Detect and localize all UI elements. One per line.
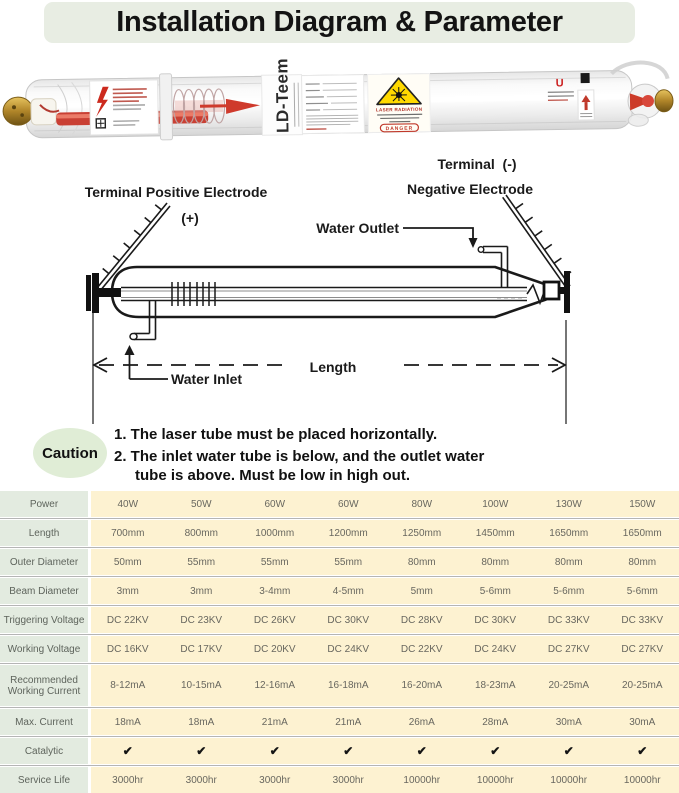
water-outlet-arrow xyxy=(403,228,478,248)
value-cell: ✔ xyxy=(459,738,533,764)
danger-text: DANGER xyxy=(386,126,414,132)
value-cell: DC 22KV xyxy=(91,607,165,633)
value-cell: ✔ xyxy=(312,738,386,764)
label-terminal-positive: Terminal Positive Electrode xyxy=(85,184,268,200)
title-banner xyxy=(44,2,635,43)
value-cell: 1200mm xyxy=(312,520,386,546)
table-row xyxy=(0,707,679,735)
value-cell: 3000hr xyxy=(238,767,312,793)
table-row xyxy=(0,576,679,604)
value-cell: 18mA xyxy=(91,709,165,735)
value-cell: 700mm xyxy=(91,520,165,546)
value-cell: DC 24KV xyxy=(459,636,533,662)
water-inlet-arrow xyxy=(125,345,169,379)
caution-item-2-line-1: 2. The inlet water tube is below, and the outlet water xyxy=(114,447,659,466)
brand-label xyxy=(261,58,302,135)
value-cell: DC 27KV xyxy=(606,636,679,662)
value-cell: DC 33KV xyxy=(532,607,606,633)
caution-item-1: 1. The laser tube must be placed horizontally. xyxy=(114,425,659,444)
value-cell: 150W xyxy=(606,491,679,517)
value-cell: 8-12mA xyxy=(91,665,165,706)
value-cell: DC 23KV xyxy=(165,607,239,633)
value-cell: DC 33KV xyxy=(606,607,679,633)
row-label: Power xyxy=(0,491,88,517)
value-cell: 60W xyxy=(238,491,312,517)
value-cell: 5-6mm xyxy=(459,578,533,604)
value-cell: 80W xyxy=(385,491,459,517)
value-cell: 130W xyxy=(532,491,606,517)
value-cell: 3000hr xyxy=(165,767,239,793)
table-row xyxy=(0,736,679,764)
value-cell: 1650mm xyxy=(606,520,679,546)
value-cell: 800mm xyxy=(165,520,239,546)
value-cell: 1000mm xyxy=(238,520,312,546)
value-cell: DC 17KV xyxy=(165,636,239,662)
row-label: Beam Diameter xyxy=(0,578,88,604)
installation-diagram xyxy=(0,148,679,424)
value-cell: 18mA xyxy=(165,709,239,735)
value-cell: DC 27KV xyxy=(532,636,606,662)
laser-radiation-label xyxy=(368,74,431,133)
value-cell: DC 22KV xyxy=(385,636,459,662)
value-cell: 12-16mA xyxy=(238,665,312,706)
value-cell: 80mm xyxy=(385,549,459,575)
table-row xyxy=(0,765,679,793)
value-cell: 80mm xyxy=(459,549,533,575)
value-cell: DC 30KV xyxy=(312,607,386,633)
caution-items xyxy=(114,425,659,485)
value-cell: 10-15mA xyxy=(165,665,239,706)
value-cell: 3000hr xyxy=(312,767,386,793)
row-label: Outer Diameter xyxy=(0,549,88,575)
value-cell: 1250mm xyxy=(385,520,459,546)
value-cell: 10000hr xyxy=(606,767,679,793)
value-cell: 3mm xyxy=(91,578,165,604)
value-cell: 3000hr xyxy=(91,767,165,793)
tube-outline xyxy=(112,267,546,317)
table-row xyxy=(0,491,679,517)
value-cell: ✔ xyxy=(165,738,239,764)
laser-tube-photo xyxy=(0,58,679,150)
value-cell: 20-25mA xyxy=(606,665,679,706)
value-cell: 3mm xyxy=(165,578,239,604)
value-cell: 80mm xyxy=(532,549,606,575)
row-label: Service Life xyxy=(0,767,88,793)
value-cell: 30mA xyxy=(606,709,679,735)
table-row xyxy=(0,518,679,546)
label-length: Length xyxy=(310,359,357,375)
value-cell: DC 30KV xyxy=(459,607,533,633)
label-water-outlet: Water Outlet xyxy=(316,220,399,236)
value-cell: 3-4mm xyxy=(238,578,312,604)
value-cell: 50W xyxy=(165,491,239,517)
value-cell: 20-25mA xyxy=(532,665,606,706)
row-label: Working Voltage xyxy=(0,636,88,662)
value-cell: 21mA xyxy=(312,709,386,735)
row-label: Triggering Voltage xyxy=(0,607,88,633)
value-cell: ✔ xyxy=(532,738,606,764)
value-cell: ✔ xyxy=(91,738,165,764)
value-cell: DC 20KV xyxy=(238,636,312,662)
value-cell: 28mA xyxy=(459,709,533,735)
label-terminal-negative: Terminal (-) xyxy=(437,156,516,172)
value-cell: 30mA xyxy=(532,709,606,735)
value-cell: 10000hr xyxy=(459,767,533,793)
page-title: Installation Diagram & Parameter xyxy=(116,6,563,39)
gold-end-cap-left xyxy=(3,97,33,125)
value-cell: 18-23mA xyxy=(459,665,533,706)
value-cell: 16-20mA xyxy=(385,665,459,706)
label-water-inlet: Water Inlet xyxy=(171,371,242,387)
table-row xyxy=(0,663,679,706)
gold-end-cap-right xyxy=(655,90,673,112)
table-row xyxy=(0,605,679,633)
value-cell: 55mm xyxy=(312,549,386,575)
left-warning-label xyxy=(90,80,159,135)
value-cell: 10000hr xyxy=(385,767,459,793)
value-cell: 100W xyxy=(459,491,533,517)
value-cell: 1450mm xyxy=(459,520,533,546)
value-cell: 5-6mm xyxy=(606,578,679,604)
label-positive-sign: (+) xyxy=(181,210,199,226)
table-row xyxy=(0,547,679,575)
value-cell: 4-5mm xyxy=(312,578,386,604)
value-cell: ✔ xyxy=(238,738,312,764)
value-cell: 55mm xyxy=(238,549,312,575)
row-label: Recommended Working Current xyxy=(0,665,88,706)
caution-section xyxy=(0,422,679,490)
value-cell: 10000hr xyxy=(532,767,606,793)
value-cell: DC 16KV xyxy=(91,636,165,662)
caution-badge: Caution xyxy=(33,428,107,478)
value-cell: 21mA xyxy=(238,709,312,735)
value-cell: DC 24KV xyxy=(312,636,386,662)
row-label: Catalytic xyxy=(0,738,88,764)
parameter-table xyxy=(0,491,679,793)
row-label: Length xyxy=(0,520,88,546)
row-label: Max. Current xyxy=(0,709,88,735)
brand-text: LD-Teem xyxy=(272,58,292,133)
value-cell: 26mA xyxy=(385,709,459,735)
value-cell: 5-6mm xyxy=(532,578,606,604)
value-cell: 60W xyxy=(312,491,386,517)
value-cell: 16-18mA xyxy=(312,665,386,706)
black-square-icon xyxy=(581,73,590,83)
right-terminal xyxy=(544,271,570,313)
value-cell: 80mm xyxy=(606,549,679,575)
value-cell: 40W xyxy=(91,491,165,517)
value-cell: ✔ xyxy=(385,738,459,764)
value-cell: DC 28KV xyxy=(385,607,459,633)
label-negative-electrode: Negative Electrode xyxy=(407,181,533,197)
caution-item-2 xyxy=(114,447,659,485)
value-cell: 50mm xyxy=(91,549,165,575)
caution-item-2-line-2: tube is above. Must be low in high out. xyxy=(114,466,659,485)
warning-title-text: LASER RADIATION xyxy=(376,107,423,113)
table-row xyxy=(0,634,679,662)
value-cell: 55mm xyxy=(165,549,239,575)
value-cell: DC 26KV xyxy=(238,607,312,633)
value-cell: 5mm xyxy=(385,578,459,604)
value-cell: 1650mm xyxy=(532,520,606,546)
plastic-collar-ring xyxy=(159,74,172,140)
value-cell: ✔ xyxy=(606,738,679,764)
logo-letter-text: U xyxy=(556,77,564,89)
spec-sheet-label xyxy=(302,75,365,134)
